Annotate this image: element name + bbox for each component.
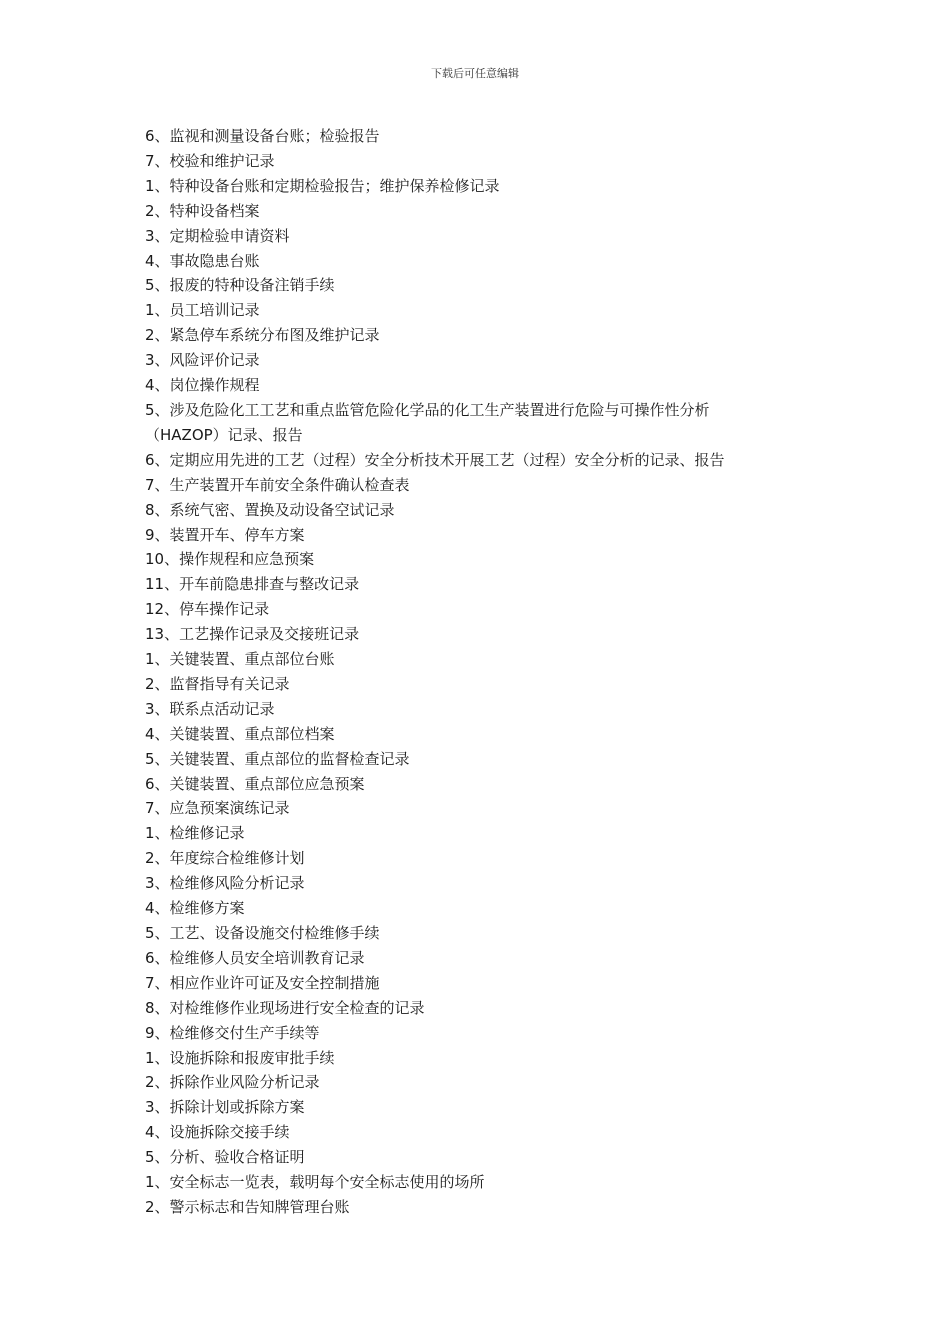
list-item: 9、检维修交付生产手续等 <box>145 1023 320 1042</box>
list-item: 4、岗位操作规程 <box>145 376 260 395</box>
list-item: 3、风险评价记录 <box>145 351 260 370</box>
list-item: 2、特种设备档案 <box>145 201 260 220</box>
list-item: 3、拆除计划或拆除方案 <box>145 1098 305 1117</box>
list-item: 6、检维修人员安全培训教育记录 <box>145 948 365 967</box>
list-item: 1、特种设备台账和定期检验报告；维护保养检修记录 <box>145 176 500 195</box>
list-item: 1、安全标志一览表，载明每个安全标志使用的场所 <box>145 1173 485 1192</box>
list-item: 2、年度综合检维修计划 <box>145 849 305 868</box>
list-item: 6、监视和测量设备台账；检验报告 <box>145 127 380 145</box>
list-item: 4、设施拆除交接手续 <box>145 1123 290 1142</box>
list-item: 12、停车操作记录 <box>145 600 270 619</box>
list-item: 10、操作规程和应急预案 <box>145 550 315 569</box>
list-item: 6、定期应用先进的工艺（过程）安全分析技术开展工艺（过程）安全分析的记录、报告 <box>145 450 725 469</box>
page-header: 下载后可任意编辑 <box>431 67 519 80</box>
list-item: 2、紧急停车系统分布图及维护记录 <box>145 326 380 345</box>
list-item: 8、系统气密、置换及动设备空试记录 <box>145 500 395 519</box>
list-item: 1、设施拆除和报废审批手续 <box>145 1048 335 1067</box>
list-item: 7、应急预案演练记录 <box>145 799 290 818</box>
list-item: 11、开车前隐患排查与整改记录 <box>145 575 360 594</box>
record-list <box>145 124 815 1220</box>
list-item-continuation: （HAZOP）记录、报告 <box>145 425 303 444</box>
list-item: 9、装置开车、停车方案 <box>145 525 305 544</box>
list-item: 7、相应作业许可证及安全控制措施 <box>145 973 380 992</box>
list-item: 5、关键装置、重点部位的监督检查记录 <box>145 749 410 768</box>
list-item: 8、对检维修作业现场进行安全检查的记录 <box>145 998 425 1017</box>
list-item: 1、员工培训记录 <box>145 301 260 320</box>
list-item: 2、警示标志和告知牌管理台账 <box>145 1197 350 1216</box>
list-item: 3、定期检验申请资料 <box>145 226 290 245</box>
list-item: 5、分析、验收合格证明 <box>145 1148 305 1167</box>
list-item: 5、报废的特种设备注销手续 <box>145 276 335 295</box>
list-item: 1、检维修记录 <box>145 824 245 843</box>
list-item: 1、关键装置、重点部位台账 <box>145 650 335 669</box>
list-item: 4、关键装置、重点部位档案 <box>145 724 335 743</box>
list-item: 4、检维修方案 <box>145 899 245 918</box>
list-item: 5、工艺、设备设施交付检维修手续 <box>145 924 380 942</box>
list-item: 3、检维修风险分析记录 <box>145 874 305 893</box>
list-item: 2、监督指导有关记录 <box>145 674 290 693</box>
list-item: 2、拆除作业风险分析记录 <box>145 1073 320 1092</box>
list-item: 7、生产装置开车前安全条件确认检查表 <box>145 475 410 494</box>
list-item: 5、涉及危险化工工艺和重点监管危险化学品的化工生产装置进行危险与可操作性分析 <box>145 400 710 419</box>
list-item: 7、校验和维护记录 <box>145 151 275 170</box>
list-item: 6、关键装置、重点部位应急预案 <box>145 774 365 793</box>
list-item: 4、事故隐患台账 <box>145 251 260 270</box>
list-item: 13、工艺操作记录及交接班记录 <box>145 625 360 644</box>
list-item: 3、联系点活动记录 <box>145 699 275 718</box>
